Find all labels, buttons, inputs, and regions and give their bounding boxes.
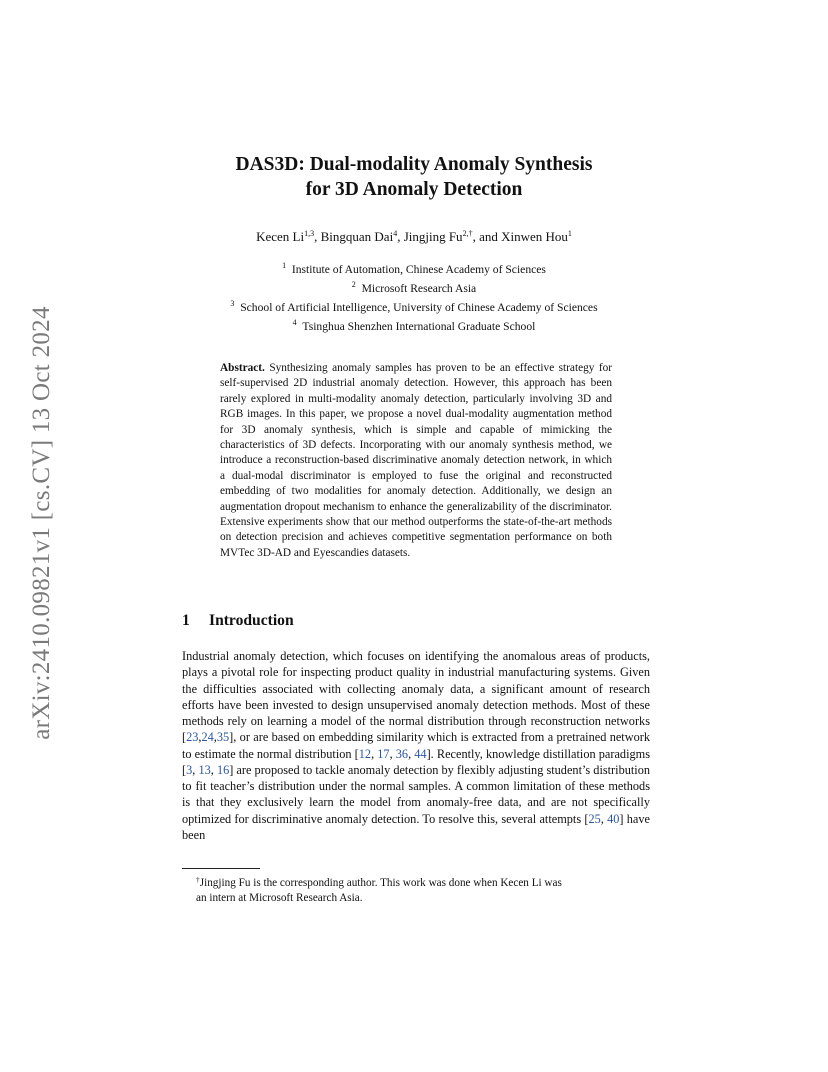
- affiliation-number: 2: [351, 280, 356, 289]
- abstract: [220, 361, 612, 561]
- author-affiliation-mark: 1: [567, 229, 572, 238]
- affiliation-list: [0, 258, 828, 334]
- introduction-body: Industrial anomaly detection, which focuses on identifying the anomalous areas of products, plays a pivotal role for inspecting product quality in industrial manufacturing systems. Given the difficulties associated with collecting anomaly data, a significant amount of research efforts have been invested to design unsupervised anomaly detection methods. Most of these methods rely on learning a model of the normal distribution through reconstruction networks [23,24,35], or are based on embedding similarity which is extracted from a pretrained network to estimate the normal distribution [12, 17, 36, 44]. Recently, knowledge distillation paradigms [3, 13, 16] are proposed to tackle anomaly detection by flexibly adjusting student’s distribution to fit teacher’s distribution under the normal samples. A common limitation of these methods is that they exclusively learn the model from anomaly-free data, and are not specifically optimized for discriminative anomaly detection. To resolve this, several attempts [25, 40] have been: [182, 649, 650, 842]
- affiliation-text: Tsinghua Shenzhen International Graduate School: [296, 320, 536, 333]
- abstract-label: Abstract.: [220, 362, 265, 374]
- citation-link[interactable]: 44: [414, 746, 427, 761]
- arxiv-identifier: arXiv:2410.09821v1 [cs.CV] 13 Oct 2024: [28, 306, 55, 740]
- citation-link[interactable]: 16: [216, 762, 230, 777]
- author-name: Bingquan Dai: [320, 229, 394, 244]
- affiliation: [0, 277, 828, 296]
- footnote-mark: †: [196, 875, 200, 884]
- citation-link[interactable]: 23: [186, 730, 199, 745]
- author-affiliation-mark: 2,†: [462, 229, 473, 238]
- author-affiliation-mark: 4: [393, 229, 398, 238]
- citation-link[interactable]: 12: [358, 746, 372, 761]
- author-affiliation-mark: 1,3: [304, 229, 315, 238]
- author-name: Xinwen Hou: [501, 229, 568, 244]
- author-name: Kecen Li: [256, 229, 305, 244]
- affiliation: [0, 258, 828, 277]
- citation-link[interactable]: 40: [607, 811, 620, 826]
- affiliation-number: 4: [292, 318, 297, 327]
- affiliation: [0, 315, 828, 334]
- affiliation-number: 3: [230, 299, 235, 308]
- citation-link[interactable]: 25: [588, 811, 601, 826]
- section-number: 1: [182, 612, 190, 629]
- citation-link[interactable]: 13: [198, 762, 211, 777]
- section-heading-introduction: [182, 612, 294, 630]
- title-line-2: for 3D Anomaly Detection: [305, 179, 523, 200]
- footnote: [196, 873, 652, 906]
- author-list: [0, 229, 828, 245]
- affiliation-text: Microsoft Research Asia: [355, 282, 477, 295]
- citation-link[interactable]: 17: [377, 746, 390, 761]
- footnote-line-1: Jingjing Fu is the corresponding author. This work was done when Kecen Li was: [199, 877, 562, 889]
- arxiv-sidebar-stamp: [26, 288, 58, 758]
- citation-link[interactable]: 36: [395, 746, 409, 761]
- affiliation-text: School of Artificial Intelligence, University of Chinese Academy of Sciences: [234, 301, 598, 314]
- footnote-divider: [182, 868, 260, 869]
- author-name: Jingjing Fu: [403, 229, 463, 244]
- title-line-1: DAS3D: Dual-modality Anomaly Synthesis: [235, 154, 593, 175]
- abstract-text: Synthesizing anomaly samples has proven to be an effective strategy for self-supervised 2D industrial anomaly detection. However, this approach has been rarely explored in multi-modality anomaly detection, particularly involving 3D and RGB images. In this paper, we propose a novel dual-modality augmentation method for 3D anomaly synthesis, which is simple and capable of mimicking the characteristics of 3D defects. Incorporating with our anomaly synthesis method, we introduce a reconstruction-based discriminative anomaly detection network, in which a dual-modal discriminator is employed to fuse the original and reconstructed embedding of two modalities for anomaly detection. Additionally, we design an augmentation dropout mechanism to enhance the generalizability of the discriminator. Extensive experiments show that our method outperforms the state-of-the-art methods on detection precision and achieves competitive segmentation performance on both MVTec 3D-AD and Eyescandies datasets.: [220, 362, 612, 559]
- citation-link[interactable]: 24: [201, 730, 214, 745]
- author-separator: ,: [397, 229, 404, 244]
- section-title: Introduction: [209, 612, 294, 629]
- affiliation-number: 1: [282, 261, 287, 270]
- paper-title: [0, 152, 828, 202]
- author-separator: , and: [472, 229, 502, 244]
- citation-link[interactable]: 3: [186, 762, 193, 777]
- footnote-line-2: an intern at Microsoft Research Asia.: [196, 891, 363, 904]
- author-separator: ,: [314, 229, 321, 244]
- affiliation: [0, 296, 828, 315]
- affiliation-text: Institute of Automation, Chinese Academy of Sciences: [286, 263, 546, 276]
- citation-link[interactable]: 35: [216, 730, 230, 745]
